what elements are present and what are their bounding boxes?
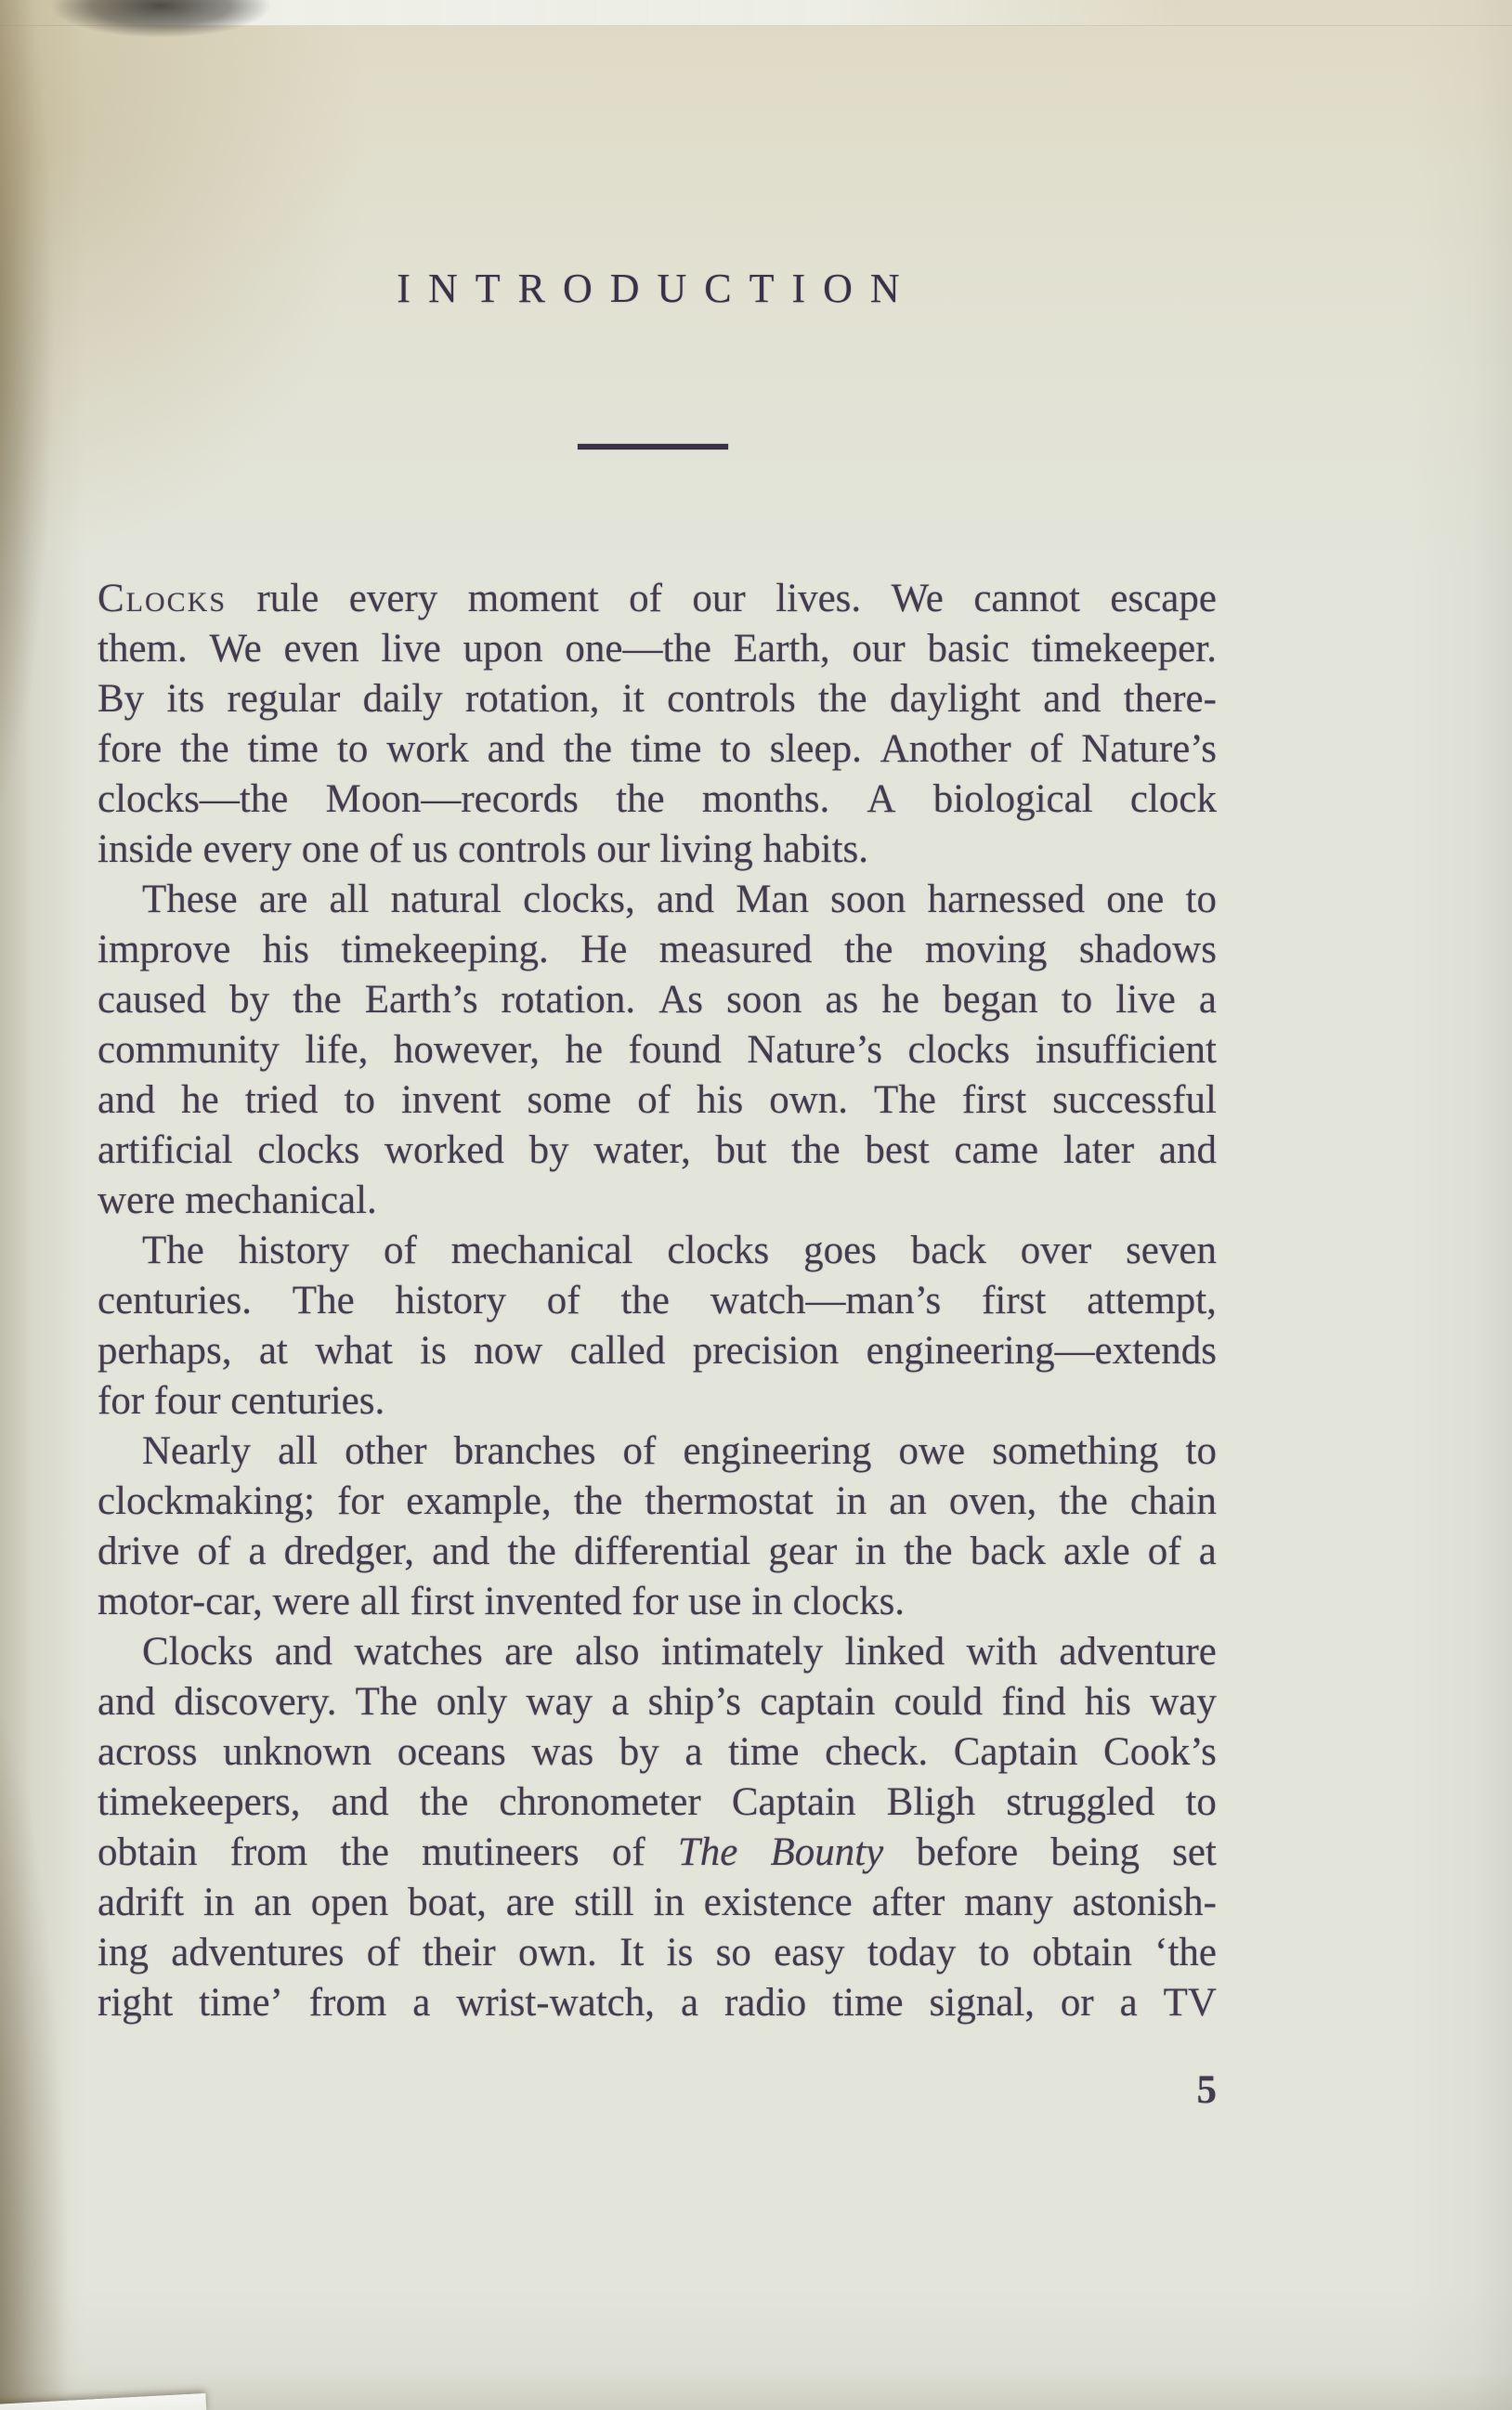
text-line: clockmaking; for example, the thermostat in an oven, the chain bbox=[98, 1479, 1217, 1523]
text-line: inside every one of us controls our living habits. bbox=[98, 827, 868, 871]
text-line: clocks—the Moon—records the months. A biological clock bbox=[98, 777, 1217, 821]
text-line: Clocks rule every moment of our lives. We cannot escape bbox=[98, 577, 1217, 620]
text-line: Nearly all other branches of engineering owe something to bbox=[142, 1429, 1217, 1473]
body-paragraph bbox=[98, 1426, 1217, 1627]
text-line: The history of mechanical clocks goes back over seven bbox=[142, 1229, 1217, 1272]
chapter-title: INTRODUCTION bbox=[397, 266, 918, 311]
text-line: right time’ from a wrist-watch, a radio time signal, or a TV bbox=[98, 1981, 1217, 2025]
text-line: community life, however, he found Nature’s clocks insufficient bbox=[98, 1028, 1217, 1072]
text-line: caused by the Earth’s rotation. As soon as he began to live a bbox=[98, 978, 1217, 1022]
text-line: adrift in an open boat, are still in existence after many astonish- bbox=[98, 1881, 1217, 1924]
body-paragraph bbox=[98, 574, 1217, 875]
text-line: Clocks and watches are also intimately linked with adventure bbox=[142, 1630, 1217, 1674]
text-line: and discovery. The only way a ship’s captain could find his way bbox=[98, 1680, 1217, 1724]
page-content bbox=[98, 0, 1217, 2410]
text-line: them. We even live upon one—the Earth, our basic timekeeper. bbox=[98, 627, 1217, 671]
text-line: By its regular daily rotation, it controls the daylight and there- bbox=[98, 677, 1217, 721]
text-line: These are all natural clocks, and Man soon harnessed one to bbox=[142, 878, 1217, 921]
text-line: obtain from the mutineers of The Bounty before being set bbox=[98, 1830, 1217, 1874]
text-line: and he tried to invent some of his own. The first successful bbox=[98, 1078, 1217, 1122]
text-line: across unknown oceans was by a time check. Captain Cook’s bbox=[98, 1730, 1217, 1774]
text-block bbox=[98, 574, 1217, 2028]
text-line: timekeepers, and the chronometer Captain Bligh struggled to bbox=[98, 1780, 1217, 1824]
text-line: improve his timekeeping. He measured the moving shadows bbox=[98, 928, 1217, 971]
page-number: 5 bbox=[1196, 2068, 1217, 2112]
body-paragraph bbox=[98, 1226, 1217, 1426]
body-paragraph bbox=[98, 1627, 1217, 2028]
text-line: artificial clocks worked by water, but the best came later and bbox=[98, 1128, 1217, 1172]
text-line: perhaps, at what is now called precision engineering—extends bbox=[98, 1329, 1217, 1373]
body-paragraph bbox=[98, 875, 1217, 1226]
text-line: drive of a dredger, and the differential gear in the back axle of a bbox=[98, 1530, 1217, 1573]
text-line: fore the time to work and the time to sleep. Another of Nature’s bbox=[98, 727, 1217, 771]
title-divider-rule bbox=[578, 444, 728, 449]
text-line: ing adventures of their own. It is so easy today to obtain ‘the bbox=[98, 1931, 1217, 1974]
text-line: were mechanical. bbox=[98, 1179, 377, 1222]
text-line: motor-car, were all first invented for use in clocks. bbox=[98, 1580, 906, 1623]
text-line: for four centuries. bbox=[98, 1379, 385, 1423]
text-line: centuries. The history of the watch—man’s first attempt, bbox=[98, 1279, 1217, 1322]
